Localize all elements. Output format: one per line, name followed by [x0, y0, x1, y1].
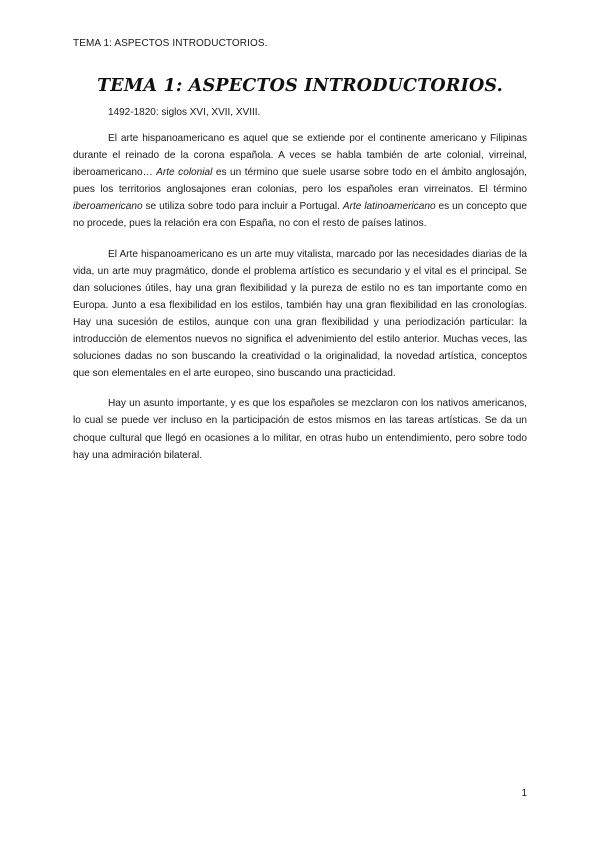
- running-header: TEMA 1: ASPECTOS INTRODUCTORIOS.: [73, 38, 268, 49]
- document-title: TEMA 1: ASPECTOS INTRODUCTORIOS.: [97, 76, 503, 96]
- term-iberoamericano: iberoamericano: [73, 201, 143, 213]
- paragraph-1-text-a: El arte hispanoamericano es aquel que se extiende por el continente americano y Filipinas durante el reinado de la corona española. A veces se habla también de arte colonial, virreinal, iberoamericano…: [73, 133, 527, 179]
- body-text: [73, 130, 527, 477]
- paragraph-3: Hay un asunto importante, y es que los españoles se mezclaron con los nativos americanos, lo cual se puede ver incluso en la participación de estos mismos en las tareas artísticas. Se da un choque cultural que llegó en ocasiones a lo militar, en otras hubo un entendimiento, pero sobre todo hay una admiración bilateral.: [73, 398, 527, 461]
- term-arte-colonial: Arte colonial: [156, 167, 213, 179]
- paragraph-1: [73, 130, 527, 233]
- paragraph-2: El Arte hispanoamericano es un arte muy vitalista, marcado por las necesidades diarias de la vida, un arte muy pragmático, donde el problema artístico es secundario y el vital es el principal. Se dan soluciones útiles, hay una gran flexibilidad y la pureza de estilo no es tan importante como en Europa. Junto a esa flexibilidad en los estilos, también hay una gran flexibilidad en las cronologías. Hay una sucesión de estilos, aunque con una gran flexibilidad y una periodización particular: la introducción de elementos nuevos no significa el advenimiento del estilo anterior. Muchas veces, las soluciones dadas no son buscando la creatividad o la originalidad, la novedad artística, conceptos que son elementales en el arte europeo, sino buscando una practicidad.: [73, 248, 527, 380]
- page-number: 1: [521, 788, 527, 799]
- paragraph-1-text-c: es un término que suele usarse sobre todo en el ámbito anglosajón, pues los territorios anglosajones eran colonias, pero los españoles eran virreinatos. El término: [73, 167, 527, 196]
- paragraph-1-text-e: se utiliza sobre todo para incluir a Portugal.: [142, 201, 343, 213]
- term-arte-latinoamericano: Arte latinoamericano: [342, 201, 436, 213]
- paragraph-1-text-g: es un concepto que no procede, pues la relación era con España, no con el resto de países latinos.: [73, 201, 527, 230]
- date-range: 1492-1820: siglos XVI, XVII, XVIII.: [108, 107, 261, 118]
